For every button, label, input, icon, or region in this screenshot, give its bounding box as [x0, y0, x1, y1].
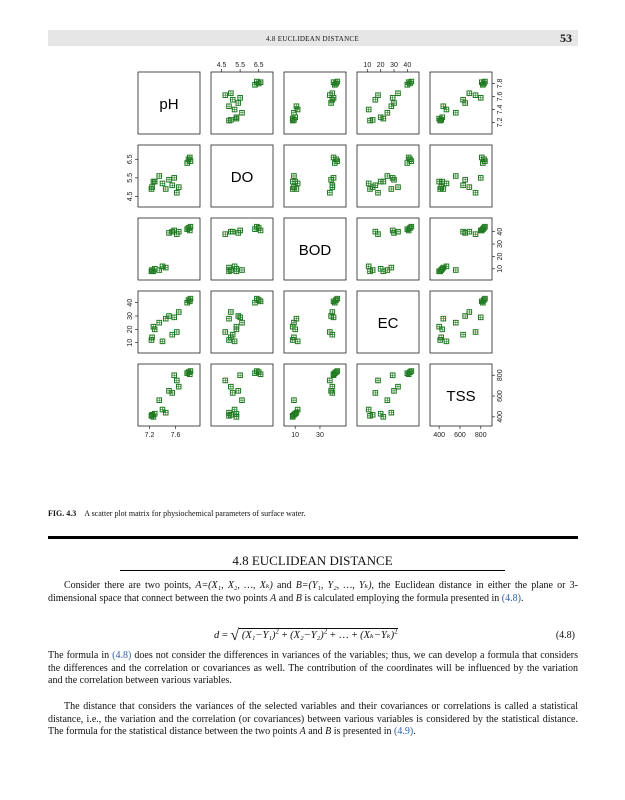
equation-number: (4.8) — [555, 630, 575, 641]
axis-tick-label: 10 — [497, 264, 504, 273]
axis-tick-label: 10 — [127, 338, 134, 347]
axis-tick-label: 30 — [390, 62, 398, 69]
section-rule-top — [48, 536, 578, 539]
equation-link-4-9[interactable]: (4.9) — [394, 726, 414, 738]
diagonal-label-BOD: BOD — [298, 242, 332, 259]
diagonal-label-pH: pH — [159, 96, 179, 113]
axis-tick-label: 10 — [291, 432, 300, 439]
paragraph-3: The distance that considers the variances of the selected variables and their covariances or correlations is called a statistical distance, i.e., the variation and the correlation (or covariances) between various variables is considered by the statistical distance. The formula for the statistical distance between the two points A and B is presented in (4.9). — [48, 701, 578, 738]
paragraph-2: The formula in (4.8) does not consider the differences in variances of the variables; thus, we can develop a formula that considers the differences and the correlation or covariances as well. The contribution of the coordinates will be influenced by the variation and the correlation between various variables. — [48, 650, 579, 687]
axis-tick-label: 7.4 — [497, 104, 504, 115]
paragraph-1: Consider there are two points, A=(X₁, X₂, …, Xₖ) and B=(Y₁, Y₂, …, Yₖ), the Euclidean distance in either the plane or 3-dimensional space that connect between the two points A and B is calculated employing the formula presented in (4.8). — [48, 580, 578, 604]
axis-tick-label: 7.2 — [497, 117, 504, 128]
axis-tick-label: 40 — [127, 298, 134, 307]
axis-tick-label: 40 — [497, 227, 504, 236]
axis-tick-label: 800 — [474, 432, 487, 439]
section-rule-bottom — [120, 570, 505, 571]
axis-tick-label: 600 — [454, 432, 466, 439]
sqrt-sign-icon: √ — [230, 627, 240, 644]
section-title: 4.8 EUCLIDEAN DISTANCE — [232, 553, 393, 568]
figure-caption — [48, 509, 305, 518]
axis-tick-label: 30 — [316, 432, 324, 439]
axis-tick-label: 20 — [127, 325, 134, 334]
axis-tick-label: 5.5 — [235, 62, 246, 69]
equation-lhs: d — [214, 630, 220, 641]
axis-tick-label: 7.2 — [144, 432, 155, 439]
axis-tick-label: 30 — [127, 312, 134, 320]
axis-tick-label: 600 — [497, 390, 504, 402]
axis-tick-label: 4.5 — [127, 191, 134, 202]
axis-tick-label: 40 — [403, 62, 412, 69]
axis-tick-label: 7.6 — [170, 432, 181, 439]
axis-tick-label: 10 — [363, 62, 372, 69]
axis-tick-label: 5.5 — [127, 172, 134, 183]
axis-tick-label: 4.5 — [216, 62, 227, 69]
diagonal-label-DO: DO — [230, 169, 254, 186]
page-number: 53 — [560, 31, 572, 45]
axis-tick-label: 7.8 — [497, 78, 504, 89]
panel-DO-pH — [138, 145, 200, 207]
axis-tick-label: 800 — [497, 369, 504, 382]
axis-tick-label: 400 — [497, 410, 504, 423]
diagonal-label-EC: EC — [377, 315, 399, 332]
figure-label: FIG. 4.3 — [48, 509, 77, 518]
axis-tick-label: 400 — [433, 432, 446, 439]
figure-caption-text: A scatter plot matrix for physiochemical parameters of surface water. — [84, 509, 306, 518]
running-head: 4.8 EUCLIDEAN DISTANCE — [266, 35, 359, 43]
axis-tick-label: 30 — [497, 240, 504, 248]
equation-equals: = — [221, 630, 228, 641]
scatter-plot-matrix — [100, 50, 520, 510]
panel-pH-DO — [211, 72, 273, 134]
axis-tick-label: 6.5 — [253, 62, 264, 69]
axis-tick-label: 6.5 — [127, 154, 134, 165]
axis-tick-label: 20 — [376, 62, 385, 69]
axis-tick-label: 20 — [497, 252, 504, 261]
axis-tick-label: 7.6 — [497, 91, 504, 102]
equation-link-4-8[interactable]: (4.8) — [112, 650, 132, 661]
diagonal-label-TSS: TSS — [446, 388, 476, 405]
equation-link-4-8[interactable]: (4.8) — [501, 592, 521, 604]
